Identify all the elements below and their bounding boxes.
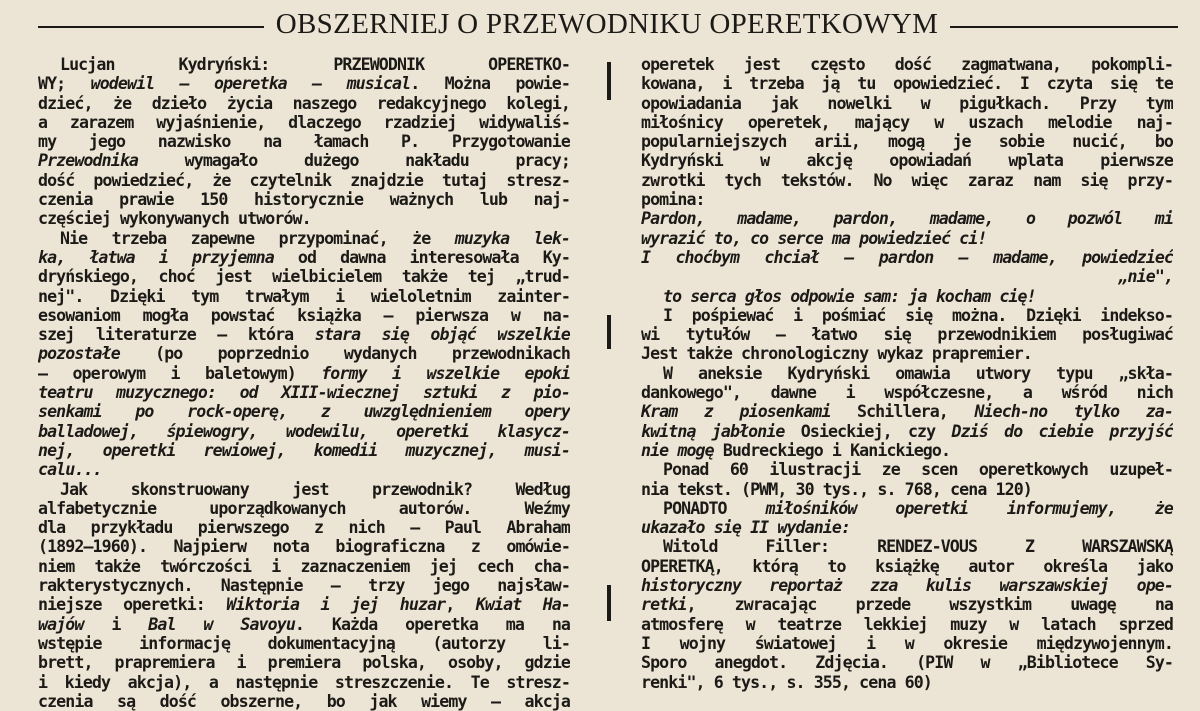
text-line: [641, 576, 1173, 595]
text-line: [641, 615, 1173, 634]
text-run: zwrotki tych tekstów. No więc zaraz nam się przy-: [641, 170, 1173, 190]
text-run: wajów: [38, 614, 84, 634]
text-line: [38, 151, 570, 170]
text-run: PONADTO: [663, 498, 766, 518]
text-run: pozostałe: [38, 344, 120, 364]
text-run: OPERETKĄ, którą to książkę autor określa jako: [641, 556, 1173, 576]
text-run: wi tytułów — łatwo się przewodnikiem posługiwać: [641, 325, 1173, 345]
text-run: wymagało dużego nakładu pracy;: [138, 151, 570, 171]
text-line: [38, 673, 570, 692]
text-run: opowiadania jak nowelki w pigułkach. Przy tym: [641, 93, 1173, 113]
text-line: [641, 325, 1173, 344]
text-line: [641, 229, 1173, 248]
text-line: [641, 499, 1173, 518]
text-run: Schillera,: [830, 402, 975, 422]
text-run: Witold Filler: RENDEZ-VOUS Z WARSZAWSKĄ: [663, 537, 1173, 557]
text-run: dość powiedzieć, że czytelnik znajdzie tutaj stresz-: [38, 170, 570, 190]
text-line: [641, 190, 1173, 209]
text-line: [641, 480, 1173, 499]
text-run: Kwiat Ha-: [475, 595, 570, 615]
text-run: miłośnicy operetek, mający w uszach melodie naj-: [641, 112, 1173, 132]
text-run: miłośników operetki informujemy, że: [765, 498, 1173, 518]
text-line: [38, 615, 570, 634]
text-line: [641, 537, 1173, 556]
article-column-right: [641, 55, 1173, 692]
text-line: [641, 94, 1173, 113]
text-run: Lucjan Kydryński: PRZEWODNIK OPERETKO-: [60, 55, 570, 74]
text-line: [641, 287, 1173, 306]
text-run: czenia prawie 150 historycznie ważnych lub naj-: [38, 190, 570, 210]
text-line: [38, 441, 570, 460]
text-line: [641, 267, 1173, 286]
text-line: [641, 518, 1173, 537]
text-run: kwitną jabłonie: [641, 421, 785, 441]
text-line: [641, 441, 1173, 460]
text-run: Nie trzeba zapewne przypominać, że: [60, 228, 455, 248]
text-line: [38, 422, 570, 441]
text-run: pomina:: [641, 190, 705, 210]
text-run: esowaniom mogła powstać książka — pierwsza w na-: [38, 305, 570, 325]
text-run: Osieckiej, czy: [784, 421, 952, 441]
column-divider-bottom: [607, 585, 611, 621]
text-line: [38, 692, 570, 711]
text-run: niem także twórczości i zaznaczeniem jej cech cha-: [38, 556, 570, 576]
text-run: ,: [445, 595, 476, 615]
text-run: teatru muzycznego: od XIII-wiecznej sztuki z pio-: [38, 383, 570, 403]
text-line: [641, 209, 1173, 228]
text-run: WY;: [38, 74, 91, 94]
text-line: [38, 113, 570, 132]
text-line: [641, 595, 1173, 614]
text-run: I pośpiewać i pośmiać się można. Dzięki indekso-: [663, 305, 1173, 325]
column-divider-top: [607, 62, 611, 100]
text-run: brett, prapremiera i premiera polska, osoby, gdzie: [38, 653, 570, 673]
text-line: [38, 634, 570, 653]
text-run: od dawna interesowała Ky-: [273, 247, 570, 267]
text-line: [38, 55, 570, 74]
text-line: [38, 171, 570, 190]
text-run: Dziś do ciebie przyjść: [951, 421, 1173, 441]
text-run: częściej wykonywanych utworów.: [38, 209, 311, 229]
text-run: dankowego", dawne i współczesne, a wśród nich: [641, 383, 1173, 403]
text-run: ukazało się II wydanie:: [641, 518, 851, 538]
text-run: kowana, i trzeba ją tu opowiedzieć. I czyta się te: [641, 74, 1173, 94]
text-run: renki", 6 tys., s. 355, cena 60): [641, 672, 932, 692]
text-line: [641, 653, 1173, 672]
text-line: [641, 55, 1173, 74]
text-line: [641, 673, 1173, 692]
text-line: [38, 267, 570, 286]
text-run: (1892—1960). Najpierw nota biograficzna z omówie-: [38, 537, 570, 557]
column-divider-middle: [607, 315, 611, 349]
text-run: Wiktoria i jej huzar: [226, 595, 446, 615]
text-line: [641, 383, 1173, 402]
text-run: Bal w Savoyu: [148, 614, 295, 634]
text-line: [641, 74, 1173, 93]
text-line: [38, 94, 570, 113]
text-run: stara się objąć wszelkie: [314, 325, 570, 345]
text-line: [641, 113, 1173, 132]
headline: OBSZERNIEJ O PRZEWODNIKU OPERETKOWYM: [275, 8, 939, 40]
text-run: „nie",: [1118, 267, 1173, 287]
text-line: [38, 653, 570, 672]
text-run: Ponad 60 ilustracji ze scen operetkowych uzupeł-: [663, 460, 1173, 480]
text-run: historyczny reportaż zza kulis warszawskiej ope-: [641, 576, 1173, 596]
text-run: . Można powie-: [410, 74, 570, 94]
article-column-left: [38, 55, 570, 711]
text-run: a zarazem wyjaśnienie, dlaczego rzadziej widywaliś-: [38, 112, 570, 132]
text-line: [38, 499, 570, 518]
text-line: [641, 344, 1173, 363]
text-line: [38, 229, 570, 248]
text-run: to serca głos odpowie sam: ja kocham cię!: [663, 286, 1036, 306]
text-run: dla przykładu pierwszego z nich — Paul Abraham: [38, 518, 570, 538]
text-line: [38, 576, 570, 595]
text-line: [641, 151, 1173, 170]
text-line: [641, 306, 1173, 325]
text-run: wyrazić to, co serce ma powiedzieć ci!: [641, 228, 987, 248]
text-run: (po poprzednio wydanych przewodnikach: [119, 344, 570, 364]
text-run: Budreckiego i Kanickiego.: [713, 440, 951, 460]
text-run: alfabetycznie uporządkowanych autorów. Weźmy: [38, 498, 570, 518]
text-line: [641, 171, 1173, 190]
text-run: I wojny światowej i w okresie międzywojennym.: [641, 633, 1173, 653]
text-line: [38, 190, 570, 209]
text-line: [38, 595, 570, 614]
text-run: nej". Dzięki tym trwałym i wieloletnim zainter-: [38, 286, 570, 306]
text-run: nia tekst. (PWM, 30 tys., s. 768, cena 120): [641, 479, 1032, 499]
text-line: [38, 383, 570, 402]
text-run: szej literaturze — która: [38, 325, 315, 345]
text-run: Kram z piosenkami: [641, 402, 831, 422]
text-run: niejsze operetki:: [38, 595, 227, 615]
text-line: [641, 132, 1173, 151]
text-line: [38, 402, 570, 421]
text-run: wodewil — operetka — musical: [90, 74, 411, 94]
text-line: [38, 132, 570, 151]
text-run: muzyka lek-: [454, 228, 570, 248]
text-line: [38, 306, 570, 325]
text-line: [38, 74, 570, 93]
text-line: [38, 480, 570, 499]
text-run: popularniejszych arii, mogą je sobie nucić, bo: [641, 132, 1173, 152]
text-line: [641, 460, 1173, 479]
text-line: [38, 537, 570, 556]
text-line: [38, 248, 570, 267]
text-run: Kydryński w akcję opowiadań wplata pierwsze: [641, 151, 1173, 171]
text-run: nej, operetki rewiowej, komedii muzycznej, musi-: [38, 440, 570, 460]
text-run: Jak skonstruowany jest przewodnik? Według: [60, 479, 570, 499]
text-run: dzieć, że dzieło życia naszego redakcyjnego kolegi,: [38, 93, 570, 113]
headline-rule-left: [38, 26, 264, 28]
text-run: nie mogę: [641, 440, 714, 460]
text-line: [641, 364, 1173, 383]
text-line: [38, 325, 570, 344]
text-run: I choćbym chciał — pardon — madame, powiedzieć: [641, 247, 1173, 267]
text-line: [641, 248, 1173, 267]
text-run: operetek jest często dość zagmatwana, pokompli-: [641, 55, 1173, 74]
text-run: Pardon, madame, pardon, madame, o pozwól mi: [641, 209, 1173, 229]
text-line: [38, 518, 570, 537]
text-run: my jego nazwisko na łamach P. Przygotowanie: [38, 132, 570, 152]
text-line: [38, 557, 570, 576]
text-run: Jest także chronologiczny wykaz prapremier.: [641, 344, 1032, 364]
text-run: , zwracając przede wszystkim uwagę na: [686, 595, 1173, 615]
text-run: czenia są dość obszerne, bo jak wiemy — akcja: [38, 691, 570, 711]
text-run: wstępie informację dokumentacyjną (autorzy li-: [38, 633, 570, 653]
text-run: senkami po rock-operę, z uwzględnieniem opery: [38, 402, 570, 422]
text-run: Przewodnika: [38, 151, 138, 171]
headline-row: [0, 0, 1200, 44]
text-run: ka, łatwa i przyjemna: [38, 247, 274, 267]
text-line: [38, 364, 570, 383]
text-line: [38, 287, 570, 306]
text-line: [641, 422, 1173, 441]
text-line: [641, 402, 1173, 421]
text-run: i: [83, 614, 149, 634]
text-run: dryńskiego, choć jest wielbicielem także tej „trud-: [38, 267, 570, 287]
text-run: rakterystycznych. Następnie — trzy jego najsław-: [38, 576, 570, 596]
text-run: formy i wszelkie epoki: [321, 363, 570, 383]
text-run: W aneksie Kydryński omawia utwory typu „skła-: [663, 363, 1173, 383]
text-line: [38, 344, 570, 363]
headline-rule-right: [950, 26, 1178, 28]
text-run: . Każda operetka ma na: [294, 614, 570, 634]
text-run: retki: [641, 595, 687, 615]
text-line: [38, 460, 570, 479]
text-run: balladowej, śpiewogry, wodewilu, operetki klasycz-: [38, 421, 570, 441]
text-run: atmosferę w teatrze lekkiej muzy w latach sprzed: [641, 614, 1173, 634]
text-run: i kiedy akcja), a następnie streszczenie. Te stresz-: [38, 672, 570, 692]
text-line: [641, 557, 1173, 576]
text-run: Sporo anegdot. Zdjęcia. (PIW w „Bibliotece Sy-: [641, 653, 1173, 673]
text-line: [641, 634, 1173, 653]
text-run: — operowym i baletowym): [38, 363, 322, 383]
text-run: calu...: [38, 460, 102, 480]
text-line: [38, 209, 570, 228]
text-run: Niech-no tylko za-: [974, 402, 1173, 422]
